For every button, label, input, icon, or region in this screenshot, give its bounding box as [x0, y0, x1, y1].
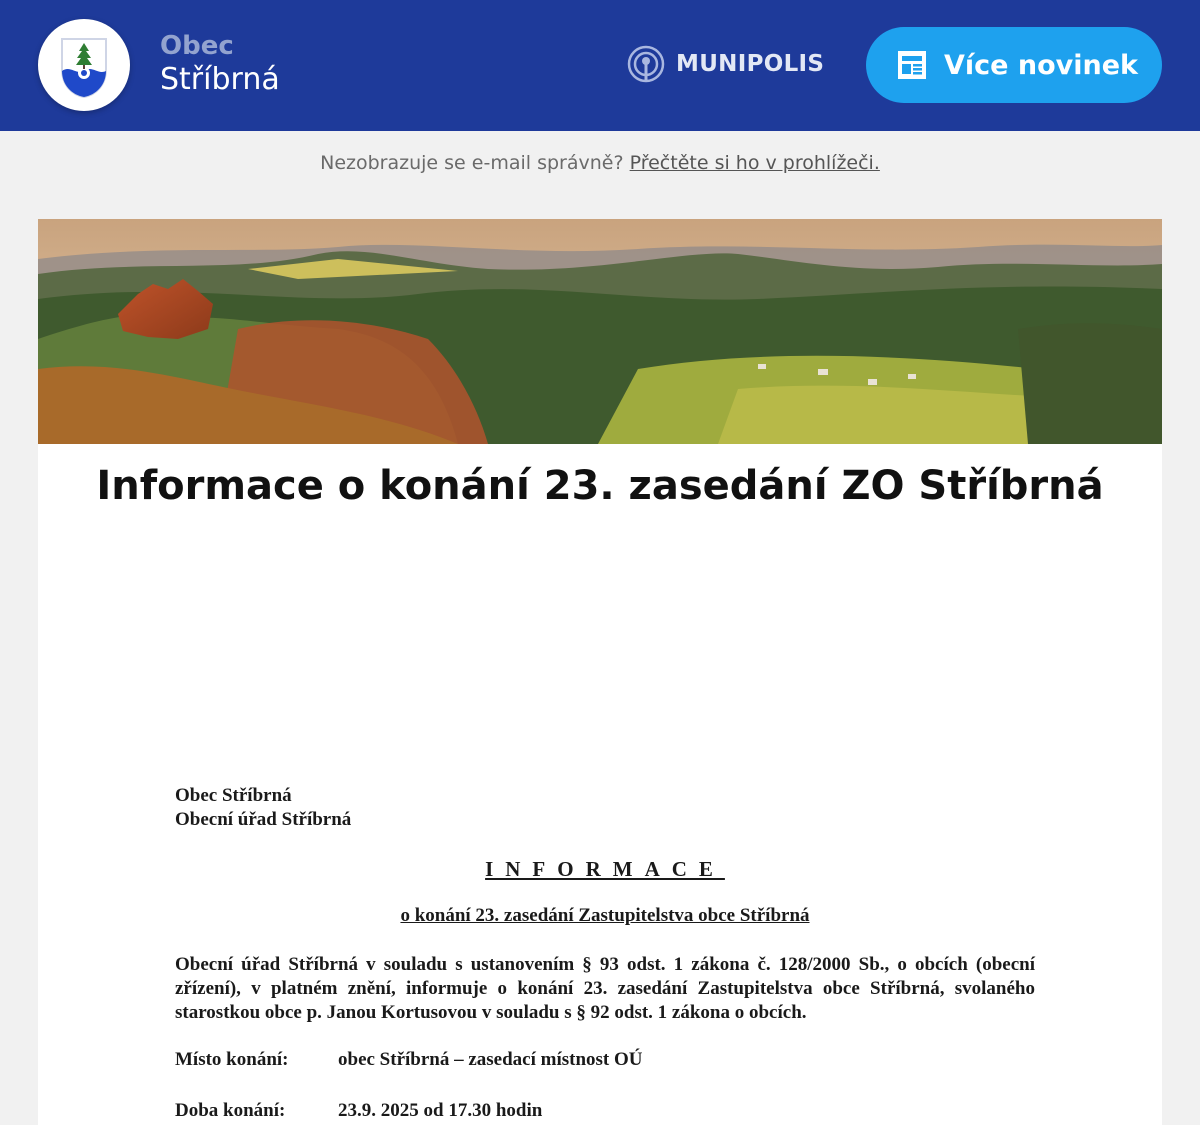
- broadcast-icon: [626, 44, 666, 84]
- article-title: Informace o konání 23. zasedání ZO Stříbrná: [96, 463, 1104, 509]
- municipality-logo[interactable]: [38, 19, 130, 111]
- newspaper-icon: [896, 49, 928, 81]
- document-heading: INFORMACE: [485, 857, 725, 881]
- munipolis-logo[interactable]: [626, 44, 824, 84]
- document-time-value: 23.9. 2025 od 17.30 hodin: [338, 1100, 543, 1121]
- landscape-illustration: [38, 219, 1162, 444]
- hero-image: [38, 219, 1162, 444]
- document-time-label: Doba konání:: [175, 1100, 286, 1121]
- brand-top-label: Obec: [160, 31, 234, 61]
- email-card: [38, 219, 1162, 1125]
- email-header: [0, 0, 1200, 131]
- document-sender-line2: Obecní úřad Stříbrná: [175, 809, 352, 830]
- document-sender-line1: Obec Stříbrná: [175, 785, 292, 806]
- document-place-label: Místo konání:: [175, 1049, 289, 1070]
- scanned-document: [175, 784, 1035, 1121]
- coat-of-arms-icon: [56, 35, 112, 99]
- preheader: [0, 152, 1200, 174]
- document-place-value: obec Stříbrná – zasedací místnost OÚ: [338, 1049, 643, 1070]
- document-paragraph: Obecní úřad Stříbrná v souladu s ustanovením § 93 odst. 1 zákona č. 128/2000 Sb., o obcích (obecní zřízení), v platném znění, informuje o konání 23. zasedání Zastupitelstva obce Stříbrná, svolaného starostkou obce p. Janou Kortusovou v souladu s § 92 odst. 1 zákona o obcích.: [175, 954, 1035, 1023]
- more-news-button[interactable]: [866, 27, 1162, 103]
- brand-bottom-label: Stříbrná: [160, 62, 280, 97]
- brand-name[interactable]: [160, 30, 280, 98]
- view-in-browser-link[interactable]: Přečtěte si ho v prohlížeči.: [629, 152, 880, 174]
- preheader-text: Nezobrazuje se e-mail správně?: [320, 152, 624, 174]
- document-subheading: o konání 23. zasedání Zastupitelstva obce Stříbrná: [400, 905, 810, 926]
- munipolis-label: MUNIPOLIS: [676, 51, 825, 77]
- more-news-label: Více novinek: [944, 49, 1138, 81]
